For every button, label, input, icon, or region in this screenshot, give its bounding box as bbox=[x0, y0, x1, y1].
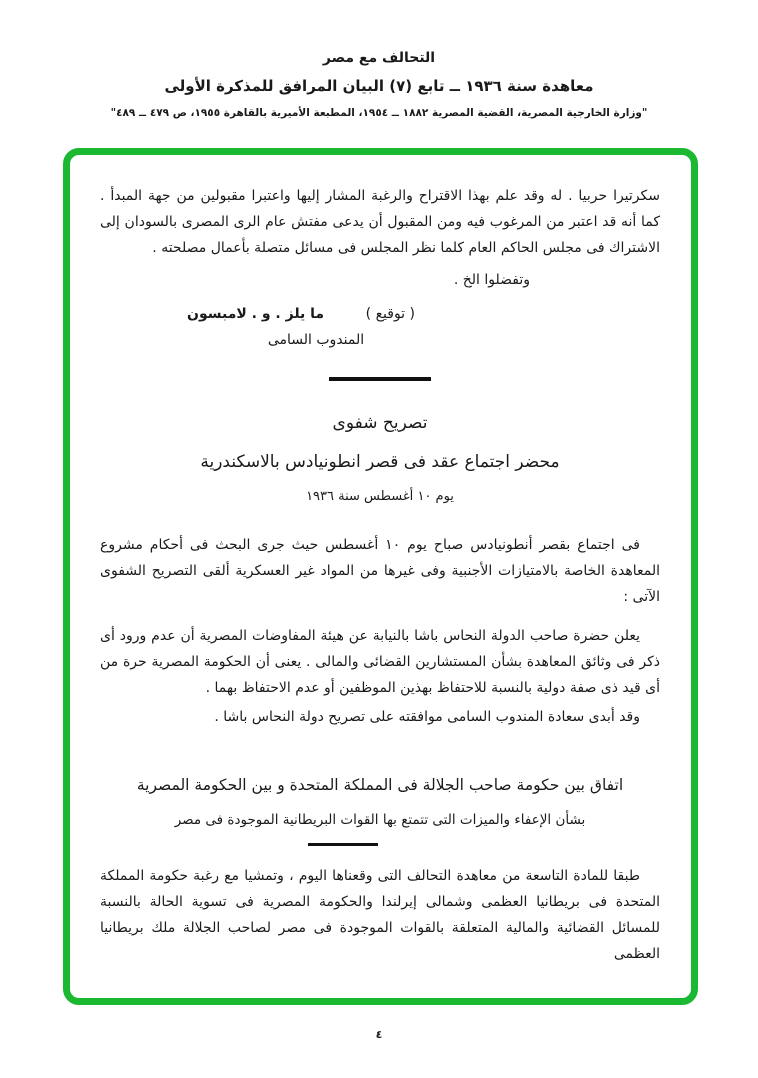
signature-block bbox=[187, 301, 415, 353]
signature-line bbox=[187, 301, 415, 327]
document-body bbox=[100, 183, 660, 967]
agreement-paragraph: طبقا للمادة التاسعة من معاهدة التحالف التى وقعناها اليوم ، وتمشيا مع رغبة حكومة المملكة المتحدة فى بريطانيا العظمى وشمالى إيرلندا والحكومة المصرية فى تسوية الحالة بالنسبة للمسائل القضائية والمالية المتعلقة بالقوات الموجودة فى مصر لصاحب الجلالة ملك بريطانيا العظمى bbox=[100, 868, 660, 962]
declaration-paragraph: يعلن حضرة صاحب الدولة النحاس باشا بالنيابة عن هيئة المفاوضات المصرية أن عدم ورود أى ذكر فى وثائق المعاهدة بشأن المستشارين القضائى والمالى . يعنى أن الحكومة المصرية حرة من أى قيد ذى صفة دولية بالنسبة للاحتفاظ بهذين الموظفين أو عدم الاحتفاظ بهما . bbox=[100, 628, 660, 696]
declaration-date: يوم ١٠ أغسطس سنة ١٩٣٦ bbox=[306, 489, 454, 504]
signatory-title: المندوب السامى bbox=[267, 332, 365, 348]
page-header bbox=[0, 50, 758, 119]
declaration-subtitle: محضر اجتماع عقد فى قصر انطونيادس بالاسكندرية bbox=[200, 452, 560, 472]
page-number: ٤ bbox=[375, 1028, 383, 1041]
declaration-paragraph: وقد أبدى سعادة المندوب السامى موافقته على تصريح دولة النحاس باشا . bbox=[214, 709, 640, 725]
agreement-title: اتفاق بين حكومة صاحب الجلالة فى المملكة المتحدة و بين الحكومة المصرية bbox=[136, 776, 624, 794]
signatory-name: ما يلز . و . لامبسون bbox=[187, 306, 325, 322]
letter-closing: وتفضلوا الخ . bbox=[453, 272, 530, 288]
document-subtitle: معاهدة سنة ١٩٣٦ ــ تابع (٧) البيان المرافق للمذكرة الأولى bbox=[164, 77, 594, 95]
section-divider bbox=[308, 843, 378, 846]
source-citation: "وزارة الخارجية المصرية، القضية المصرية ١٨٨٢ ــ ١٩٥٤، المطبعة الأميرية بالقاهرة ١٩٥٥، ص ٤٧٩ ــ ٤٨٩" bbox=[110, 107, 648, 119]
signature-label: ( توقيع ) bbox=[365, 306, 415, 322]
letter-paragraph: سكرتيرا حربيا . له وقد علم بهذا الاقتراح والرغبة المشار إليها واعتبرا مقبولين من جهة المبدأ . كما أنه قد اعتبر من المرغوب فيه ومن المقبول أن يدعى مفتش عام الرى المصرى بالسودان إلى الاشتراك فى مجلس الحاكم العام كلما نظر المجلس فى مسائل متصلة بأعمال مصلحته . bbox=[100, 188, 660, 256]
section-divider bbox=[329, 377, 431, 381]
declaration-paragraph: فى اجتماع بقصر أنطونيادس صباح يوم ١٠ أغسطس حيث جرى البحث فى أحكام مشروع المعاهدة الخاصة بالامتيازات الأجنبية وفى غيرها من المواد غير العسكرية ألقى التصريح الشفوى الآتى : bbox=[100, 537, 660, 605]
agreement-subtitle: بشأن الإعفاء والميزات التى تتمتع بها القوات البريطانية الموجودة فى مصر bbox=[174, 812, 586, 828]
declaration-title: تصريح شفوى bbox=[332, 413, 428, 433]
document-title: التحالف مع مصر bbox=[322, 50, 436, 66]
